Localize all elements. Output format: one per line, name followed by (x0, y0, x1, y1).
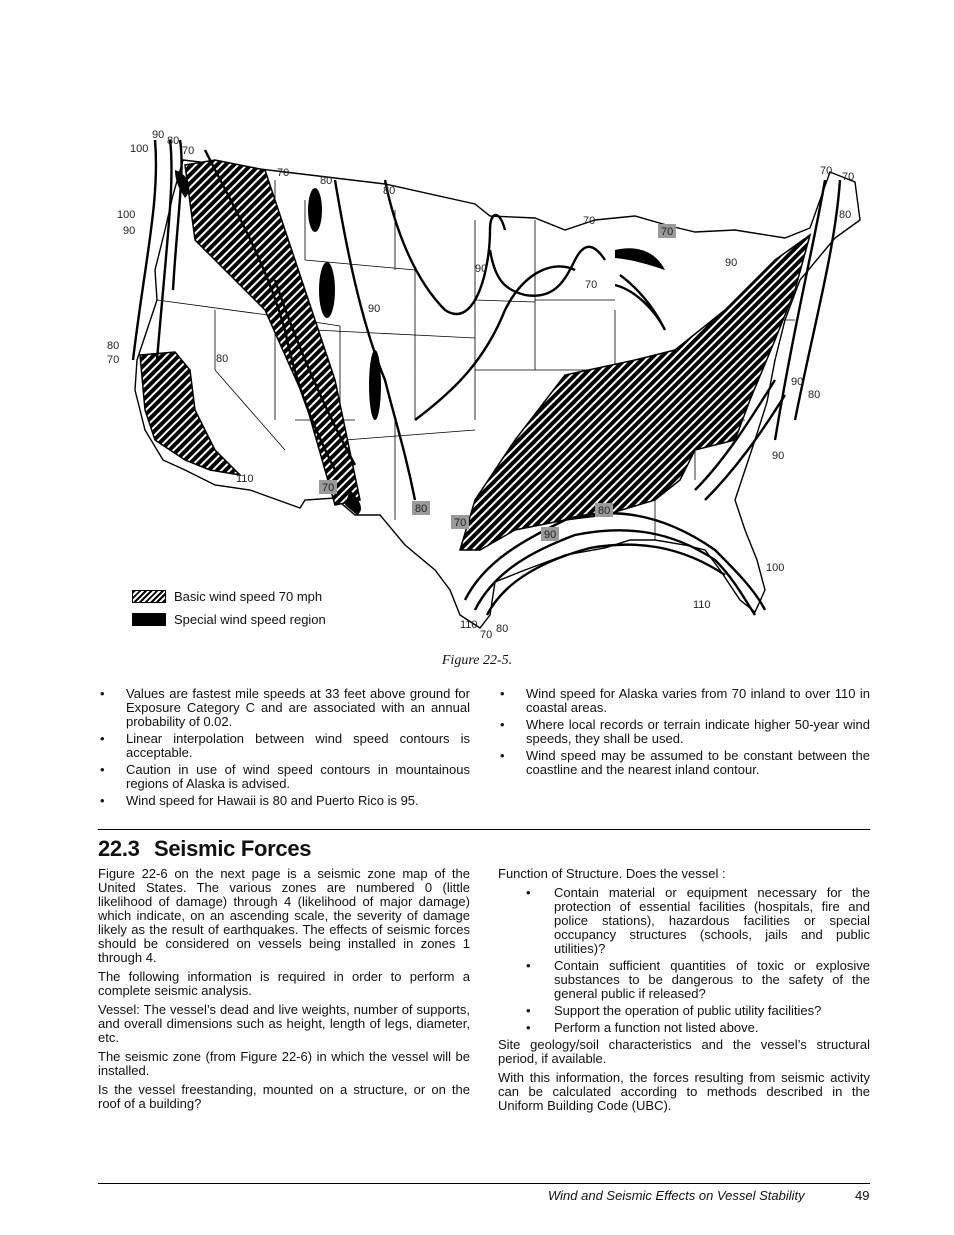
svg-text:110: 110 (460, 619, 478, 631)
svg-text:80: 80 (808, 389, 821, 401)
svg-text:100: 100 (117, 209, 136, 221)
svg-text:80: 80 (216, 353, 229, 365)
svg-text:70: 70 (182, 145, 195, 157)
svg-text:90: 90 (123, 225, 136, 237)
question-item: • Contain sufficient quantities of toxic or explosive substances to be dangerous to the safety of the general public if released? (526, 959, 870, 1001)
section-number: 22.3 (98, 836, 140, 861)
svg-text:110: 110 (693, 599, 711, 611)
paragraph: Function of Structure. Does the vessel : (498, 866, 726, 881)
hatched-region-california (140, 352, 240, 475)
svg-text:90: 90 (544, 529, 557, 541)
svg-text:70: 70 (277, 167, 290, 179)
section-right-column (498, 867, 870, 1118)
svg-text:100: 100 (130, 143, 149, 155)
section-left-column (98, 867, 470, 1116)
footer-title: Wind and Seismic Effects on Vessel Stability (548, 1188, 805, 1203)
svg-text:70: 70 (480, 629, 493, 641)
solid-swatch (132, 613, 166, 626)
svg-text:90: 90 (152, 129, 165, 141)
wind-speed-map (95, 120, 875, 650)
paragraph: The following information is required in order to perform a complete seismic analysis. (98, 969, 470, 998)
svg-text:80: 80 (839, 209, 852, 221)
question-item: • Support the operation of public utility facilities? (526, 1004, 870, 1018)
notes-right (498, 687, 870, 780)
paragraph: Vessel: The vessel’s dead and live weights, number of supports, and overall dimensions such as height, length of legs, diameter, etc. (98, 1002, 470, 1045)
section-title: Seismic Forces (154, 836, 312, 861)
svg-text:80: 80 (415, 503, 428, 515)
legend-solid-label: Special wind speed region (174, 612, 326, 627)
note-item: • Wind speed for Alaska varies from 70 inland to over 110 in coastal areas. (498, 687, 870, 715)
section-heading (98, 836, 311, 862)
svg-text:70: 70 (842, 171, 855, 183)
note-item: • Wind speed may be assumed to be constant between the coastline and the nearest inland contour. (498, 749, 870, 777)
svg-text:80: 80 (598, 505, 611, 517)
note-item: • Caution in use of wind speed contours in mountainous regions of Alaska is advised. (98, 763, 470, 791)
notes-left (98, 687, 470, 811)
svg-text:80: 80 (107, 340, 120, 352)
paragraph: With this information, the forces resulting from seismic activity can be calculated according to methods described in the Uniform Building Code (UBC). (498, 1070, 870, 1113)
svg-text:100: 100 (766, 562, 785, 574)
svg-text:70: 70 (585, 279, 598, 291)
svg-text:80: 80 (383, 185, 396, 197)
page-number: 49 (855, 1188, 870, 1203)
svg-text:70: 70 (322, 482, 335, 494)
legend-hatched-label: Basic wind speed 70 mph (174, 589, 323, 604)
svg-text:80: 80 (167, 135, 180, 147)
paragraph: Is the vessel freestanding, mounted on a structure, or on the roof of a building? (98, 1082, 470, 1111)
question-item: • Contain material or equipment necessary for the protection of essential facilities (hospitals, fire and police stations), hazardous facilities or special occupancy structures (schools, jails and public utilities)? (526, 886, 870, 956)
svg-text:90: 90 (475, 263, 488, 275)
paragraph: The seismic zone (from Figure 22-6) in which the vessel will be installed. (98, 1049, 470, 1078)
note-item: • Wind speed for Hawaii is 80 and Puerto Rico is 95. (98, 794, 470, 808)
paragraph: Site geology/soil characteristics and the vessel’s structural period, if available. (498, 1037, 870, 1066)
figure-caption: Figure 22-5. (441, 653, 513, 668)
footer-divider (98, 1183, 870, 1184)
svg-text:80: 80 (496, 623, 509, 635)
svg-text:70: 70 (454, 517, 467, 529)
hatched-swatch (132, 590, 166, 603)
svg-text:70: 70 (661, 226, 674, 238)
svg-text:90: 90 (368, 303, 381, 315)
section-divider (98, 829, 870, 830)
svg-text:90: 90 (772, 450, 785, 462)
svg-text:80: 80 (320, 175, 333, 187)
question-item: • Perform a function not listed above. (526, 1021, 870, 1035)
note-item: • Values are fastest mile speeds at 33 feet above ground for Exposure Category C and are associated with an annual probability of 0.02. (98, 687, 470, 729)
paragraph: Figure 22-6 on the next page is a seismic zone map of the United States. The various zones are numbered 0 (little likelihood of damage) through 4 (likelihood of major damage) which indicate, on an ascending scale, the severity of damage likely as the result of earthquakes. The effects of seismic forces should be considered on vessels being installed in zones 1 through 4. (98, 866, 470, 965)
note-item: • Where local records or terrain indicate higher 50-year wind speeds, they shall be used. (498, 718, 870, 746)
svg-text:70: 70 (107, 354, 120, 366)
svg-text:70: 70 (820, 165, 833, 177)
legend-solid (132, 612, 326, 627)
svg-text:70: 70 (583, 215, 596, 227)
svg-text:110: 110 (236, 473, 254, 485)
note-item: • Linear interpolation between wind speed contours is acceptable. (98, 732, 470, 760)
legend-hatched (132, 589, 322, 604)
hatched-region-east (460, 235, 810, 550)
svg-text:90: 90 (791, 376, 804, 388)
svg-text:90: 90 (725, 257, 738, 269)
